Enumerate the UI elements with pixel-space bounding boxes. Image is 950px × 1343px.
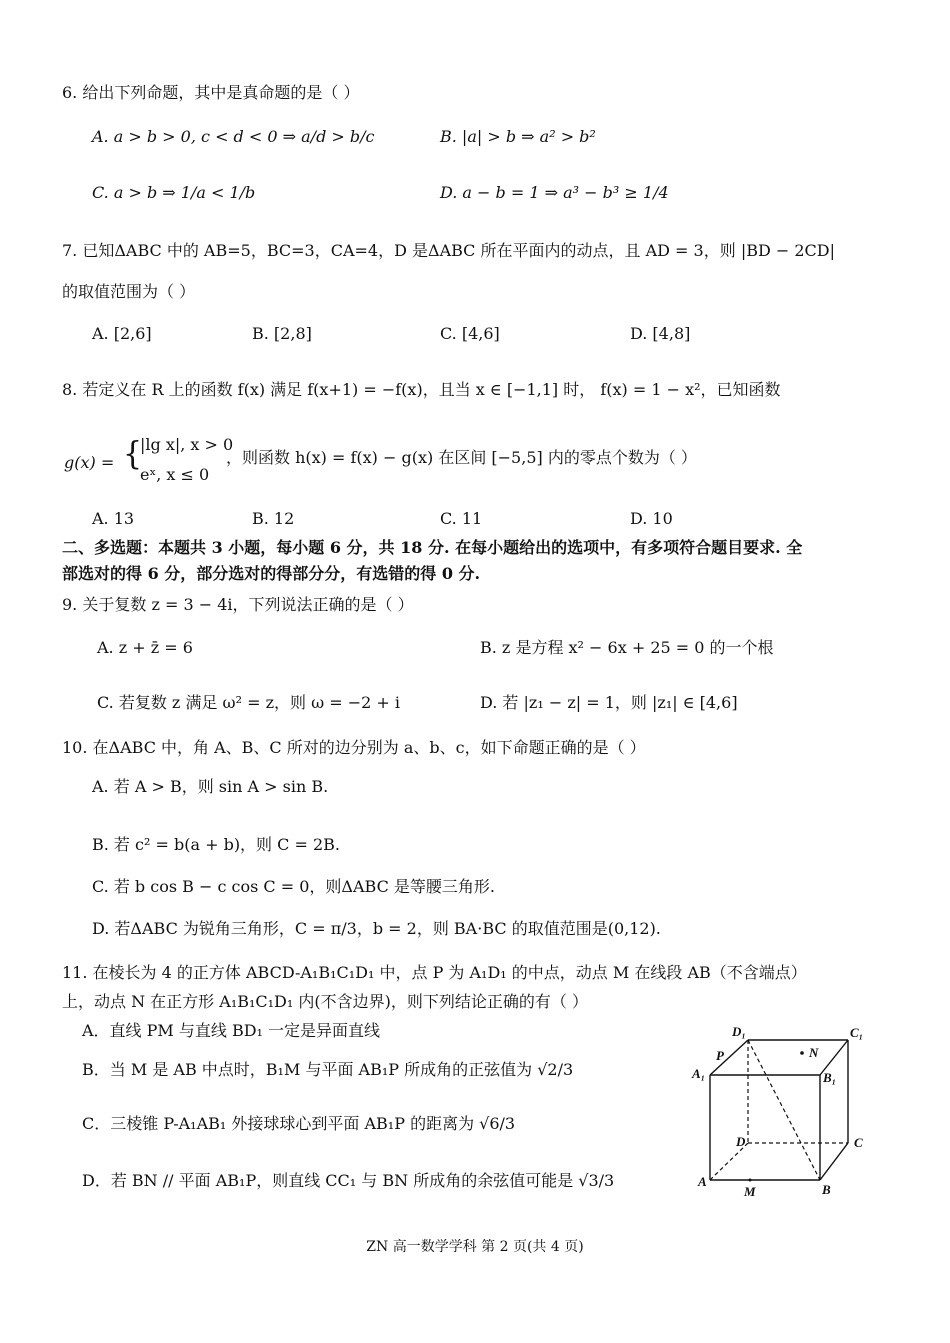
label-b1: B₁ bbox=[823, 1070, 837, 1085]
q8-option-d: D. 10 bbox=[630, 509, 673, 528]
label-d1: D₁ bbox=[732, 1024, 746, 1039]
label-c: C bbox=[854, 1135, 863, 1150]
q6-option-c: C. a > b ⇒ 1/a < 1/b bbox=[92, 183, 256, 202]
q11-option-a: A．直线 PM 与直线 BD₁ 一定是异面直线 bbox=[82, 1021, 381, 1040]
edge-b-c bbox=[820, 1143, 848, 1180]
label-d: D bbox=[736, 1134, 746, 1149]
label-b: B bbox=[822, 1182, 831, 1197]
label-m: M bbox=[744, 1184, 756, 1199]
q7-stem-continued: 的取值范围为（ ） bbox=[62, 282, 196, 301]
label-c1: C₁ bbox=[850, 1025, 864, 1040]
label-n: N bbox=[809, 1045, 819, 1060]
q9-option-c: C. 若复数 z 满足 ω² = z，则 ω = −2 + i bbox=[97, 693, 400, 712]
q8-brace: { bbox=[123, 436, 143, 473]
point-m bbox=[749, 1179, 752, 1182]
q8-option-c: C. 11 bbox=[440, 509, 483, 528]
page-footer: ZN 高一数学学科 第 2 页(共 4 页) bbox=[366, 1239, 584, 1255]
q8-stem: 8. 若定义在 R 上的函数 f(x) 满足 f(x+1) = −f(x)，且当 x ∈ [−1,1] 时， f(x) = 1 − x²，已知函数 bbox=[62, 380, 781, 399]
q10-option-a: A. 若 A > B，则 sin A > sin B. bbox=[92, 777, 329, 796]
q11-option-d: D．若 BN // 平面 AB₁P，则直线 CC₁ 与 BN 所成角的余弦值可能是 √3/3 bbox=[82, 1171, 615, 1190]
q9-option-d: D. 若 |z₁ − z| = 1，则 |z₁| ∈ [4,6] bbox=[480, 693, 738, 712]
q7-option-c: C. [4,6] bbox=[440, 324, 500, 343]
point-n bbox=[800, 1051, 804, 1055]
q8-option-a: A. 13 bbox=[92, 509, 135, 528]
q8-g-label: g(x) = bbox=[64, 453, 115, 472]
q8-g-case1: |lg x|, x > 0 bbox=[140, 435, 234, 454]
label-p: P bbox=[716, 1048, 724, 1063]
label-a: A bbox=[698, 1174, 707, 1189]
section-heading-line2: 部选对的得 6 分，部分选对的得部分分，有选错的得 0 分. bbox=[62, 564, 481, 583]
q10-option-c: C. 若 b cos B − c cos C = 0，则ΔABC 是等腰三角形. bbox=[92, 877, 496, 896]
q8-stem-continued: ，则函数 h(x) = f(x) − g(x) 在区间 [−5,5] 内的零点个数为（ ） bbox=[226, 448, 697, 467]
q7-option-b: B. [2,8] bbox=[252, 324, 312, 343]
q11-stem-continued: 上，动点 N 在正方形 A₁B₁C₁D₁ 内(不含边界)，则下列结论正确的有（ ） bbox=[62, 992, 588, 1011]
section-multi-choice-heading bbox=[62, 535, 892, 587]
q6-option-d: D. a − b = 1 ⇒ a³ − b³ ≥ 1/4 bbox=[440, 183, 669, 202]
q6-option-b: B. |a| > b ⇒ a² > b² bbox=[440, 127, 596, 146]
q10-stem: 10. 在ΔABC 中，角 A、B、C 所对的边分别为 a、b、c，如下命题正确的是（ ） bbox=[62, 738, 646, 757]
q6-stem: 6. 给出下列命题，其中是真命题的是（ ） bbox=[62, 83, 360, 102]
q9-stem: 9. 关于复数 z = 3 − 4i，下列说法正确的是（ ） bbox=[62, 595, 414, 614]
q10-option-b: B. 若 c² = b(a + b)，则 C = 2B. bbox=[92, 835, 340, 854]
q6-option-a: A. a > b > 0, c < d < 0 ⇒ a/d > b/c bbox=[92, 127, 375, 146]
section-heading-line1: 二、多选题：本题共 3 小题，每小题 6 分，共 18 分. 在每小题给出的选项中，有多项符合题目要求. 全 bbox=[62, 538, 803, 557]
q9-option-b: B. z 是方程 x² − 6x + 25 = 0 的一个根 bbox=[480, 638, 774, 657]
q11-option-b: B．当 M 是 AB 中点时，B₁M 与平面 AB₁P 所成角的正弦值为 √2/3 bbox=[82, 1060, 574, 1079]
cube-diagram bbox=[690, 1020, 880, 1205]
q11-stem: 11. 在棱长为 4 的正方体 ABCD-A₁B₁C₁D₁ 中，点 P 为 A₁D₁ 的中点，动点 M 在线段 AB（不含端点） bbox=[62, 963, 807, 982]
q8-option-b: B. 12 bbox=[252, 509, 295, 528]
label-a1: A₁ bbox=[692, 1066, 706, 1081]
q7-stem: 7. 已知ΔABC 中的 AB=5，BC=3，CA=4，D 是ΔABC 所在平面内的动点，且 AD = 3，则 |BD − 2CD| bbox=[62, 241, 836, 260]
diagonal-bd1 bbox=[748, 1040, 820, 1180]
q8-g-case2: eˣ, x ≤ 0 bbox=[140, 465, 210, 484]
q11-option-c: C．三棱锥 P-A₁AB₁ 外接球球心到平面 AB₁P 的距离为 √6/3 bbox=[82, 1114, 516, 1133]
q10-option-d: D. 若ΔABC 为锐角三角形，C = π/3，b = 2，则 BA·BC 的取值范围是(0,12). bbox=[92, 919, 661, 938]
q7-option-d: D. [4,8] bbox=[630, 324, 691, 343]
q9-option-a: A. z + z̄ = 6 bbox=[97, 638, 193, 657]
q7-option-a: A. [2,6] bbox=[92, 324, 152, 343]
